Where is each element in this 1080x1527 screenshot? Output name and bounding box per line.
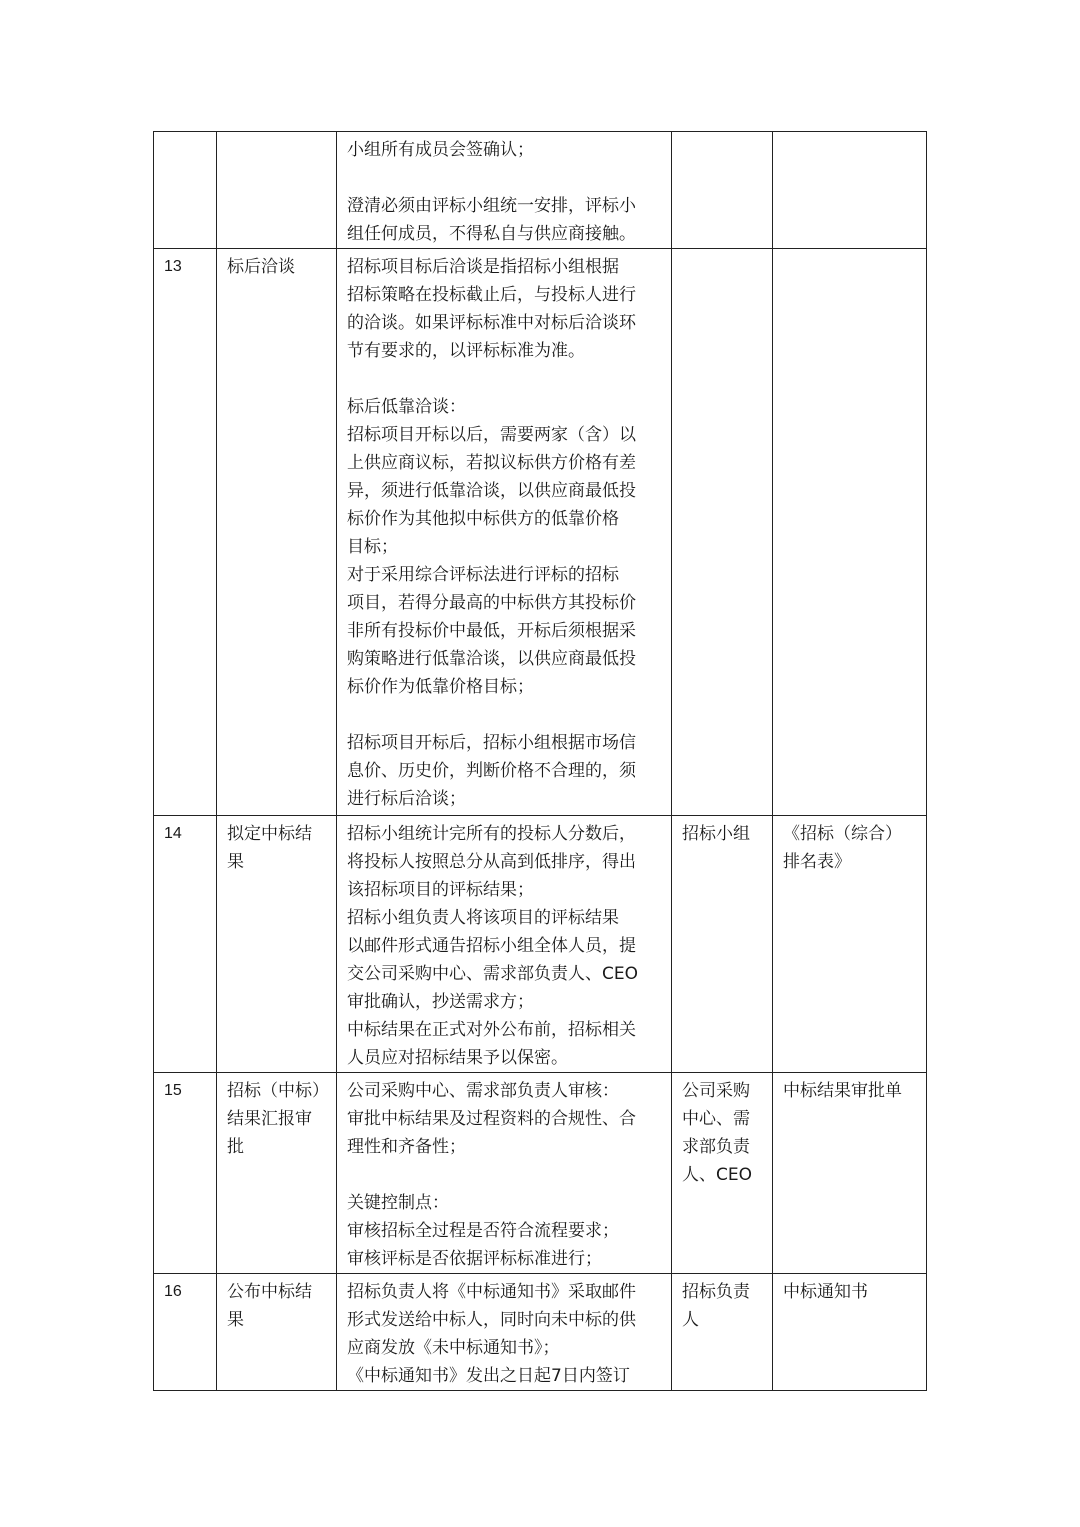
cell-line: 招标项目开标后，招标小组根据市场信 <box>347 733 636 753</box>
cell-line <box>347 1161 662 1189</box>
row-number: 15 <box>154 1073 217 1274</box>
cell-line: 交公司采购中心、需求部负责人、CEO <box>347 964 638 984</box>
cell-line: 中标结果在正式对外公布前，招标相关 <box>347 1020 636 1040</box>
cell-line: 标后低靠洽谈： <box>347 397 466 417</box>
step-cell <box>217 816 337 1073</box>
cell-line: 人、CEO <box>682 1165 752 1185</box>
role-cell <box>672 1073 773 1274</box>
description-cell <box>337 132 672 249</box>
document-cell <box>773 132 927 249</box>
cell-line: 项目，若得分最高的中标供方其投标价 <box>347 593 636 613</box>
cell-line: 以邮件形式通告招标小组全体人员，提 <box>347 936 636 956</box>
cell-line <box>347 365 662 393</box>
role-cell <box>672 816 773 1073</box>
cell-line: 招标策略在投标截止后，与投标人进行 <box>347 285 636 305</box>
cell-line: 中心、需 <box>682 1109 750 1129</box>
cell-line: 形式发送给中标人，同时向未中标的供 <box>347 1310 636 1330</box>
cell-line: 排名表》 <box>783 852 851 872</box>
description-cell <box>337 1274 672 1391</box>
cell-line: 将投标人按照总分从高到低排序，得出 <box>347 852 636 872</box>
table-row <box>154 816 927 1073</box>
cell-line: 上供应商议标，若拟议标供方价格有差 <box>347 453 636 473</box>
step-cell <box>217 132 337 249</box>
row-number: 16 <box>154 1274 217 1391</box>
cell-line <box>347 164 662 192</box>
cell-line: 标价作为其他拟中标供方的低靠价格 <box>347 509 619 529</box>
document-cell <box>773 249 927 816</box>
cell-line: 息价、历史价，判断价格不合理的，须 <box>347 761 636 781</box>
cell-line: 审核评标是否依据评标标准进行； <box>347 1249 602 1269</box>
role-cell <box>672 1274 773 1391</box>
cell-line: 理性和齐备性； <box>347 1137 466 1157</box>
cell-line: 招标项目标后洽谈是指招标小组根据 <box>347 257 619 277</box>
cell-line: 应商发放《未中标通知书》； <box>347 1338 560 1358</box>
role-cell <box>672 132 773 249</box>
step-cell <box>217 1274 337 1391</box>
cell-line: 公司采购中心、需求部负责人审核： <box>347 1081 619 1101</box>
description-cell <box>337 249 672 816</box>
document-cell <box>773 1274 927 1391</box>
cell-line: 招标小组负责人将该项目的评标结果 <box>347 908 619 928</box>
cell-line: 审批确认，抄送需求方； <box>347 992 534 1012</box>
cell-line: 澄清必须由评标小组统一安排，评标小 <box>347 196 636 216</box>
row-number <box>154 132 217 249</box>
cell-line: 招标负责 <box>682 1282 750 1302</box>
document-cell <box>773 1073 927 1274</box>
cell-line: 审核招标全过程是否符合流程要求； <box>347 1221 619 1241</box>
document-cell <box>773 816 927 1073</box>
table-row <box>154 132 927 249</box>
cell-line: 《招标（综合） <box>783 824 902 844</box>
cell-line: 果 <box>227 852 244 872</box>
cell-line: 进行标后洽谈； <box>347 789 466 809</box>
cell-line: 关键控制点： <box>347 1193 449 1213</box>
step-cell <box>217 249 337 816</box>
table-row <box>154 1073 927 1274</box>
cell-line: 组任何成员，不得私自与供应商接触。 <box>347 224 636 244</box>
cell-line: 该招标项目的评标结果； <box>347 880 534 900</box>
cell-line: 招标小组统计完所有的投标人分数后， <box>347 824 636 844</box>
cell-line: 招标（中标） <box>227 1081 329 1101</box>
cell-line: 招标负责人将《中标通知书》采取邮件 <box>347 1282 636 1302</box>
cell-line <box>347 701 662 729</box>
table-body <box>154 132 927 1391</box>
cell-line: 果 <box>227 1310 244 1330</box>
cell-line: 标价作为低靠价格目标； <box>347 677 534 697</box>
cell-line: 标后洽谈 <box>227 257 295 277</box>
cell-line: 购策略进行低靠洽谈，以供应商最低投 <box>347 649 636 669</box>
cell-line: 求部负责 <box>682 1137 750 1157</box>
description-cell <box>337 816 672 1073</box>
cell-line: 审批中标结果及过程资料的合规性、合 <box>347 1109 636 1129</box>
cell-line: 公司采购 <box>682 1081 750 1101</box>
role-cell <box>672 249 773 816</box>
row-number: 13 <box>154 249 217 816</box>
step-cell <box>217 1073 337 1274</box>
description-cell <box>337 1073 672 1274</box>
cell-line: 人 <box>682 1310 699 1330</box>
row-number: 14 <box>154 816 217 1073</box>
cell-line: 异，须进行低靠洽谈，以供应商最低投 <box>347 481 636 501</box>
cell-line: 招标项目开标以后，需要两家（含）以 <box>347 425 636 445</box>
cell-line: 对于采用综合评标法进行评标的招标 <box>347 565 619 585</box>
cell-line: 招标小组 <box>682 824 750 844</box>
cell-line: 《中标通知书》发出之日起7日内签订 <box>347 1366 630 1386</box>
cell-line: 小组所有成员会签确认； <box>347 140 534 160</box>
cell-line: 中标结果审批单 <box>783 1081 902 1101</box>
cell-line: 批 <box>227 1137 244 1157</box>
cell-line: 中标通知书 <box>783 1282 868 1302</box>
cell-line: 结果汇报审 <box>227 1109 312 1129</box>
cell-line: 公布中标结 <box>227 1282 312 1302</box>
cell-line: 的洽谈。如果评标标准中对标后洽谈环 <box>347 313 636 333</box>
cell-line: 节有要求的，以评标标准为准。 <box>347 341 585 361</box>
cell-line: 目标； <box>347 537 398 557</box>
process-table <box>153 131 927 1391</box>
cell-line: 拟定中标结 <box>227 824 312 844</box>
cell-line: 人员应对招标结果予以保密。 <box>347 1048 568 1068</box>
cell-line: 非所有投标价中最低，开标后须根据采 <box>347 621 636 641</box>
table-row <box>154 1274 927 1391</box>
table-row <box>154 249 927 816</box>
